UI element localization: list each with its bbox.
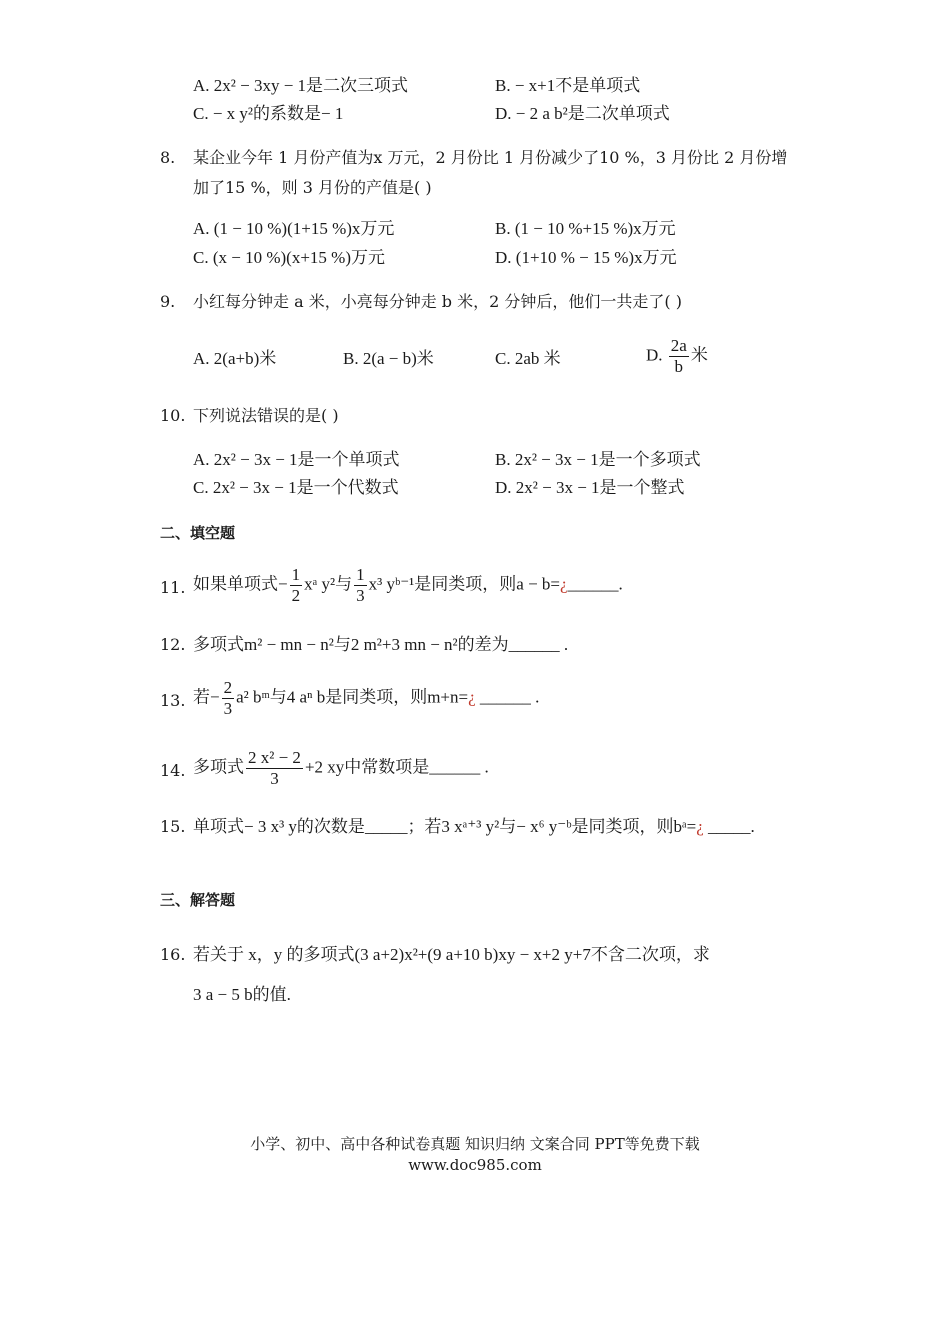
q14-text — [193, 748, 489, 789]
q7-option-b: B. − x+1不是单项式 — [495, 76, 641, 95]
q10-option-c: C. 2x² − 3x − 1是一个代数式 — [193, 478, 399, 497]
q15-number: 15. — [160, 817, 186, 836]
q13-answer-blank: ______ — [479, 687, 531, 707]
q11-fraction-1-den: 2 — [291, 586, 301, 605]
q12-answer-blank: ______ — [508, 635, 560, 654]
q13-mid: a² bᵐ与4 aⁿ b是同类项，则m+n= — [236, 687, 469, 707]
q7-option-c: C. − x y²的系数是− 1 — [193, 104, 344, 123]
q9-number: 9. — [160, 292, 176, 311]
q13-fraction-num: 2 — [223, 678, 233, 697]
q8-text-line1: 某企业今年 1 月份产值为x 万元，2 月份比 1 月份减少了10 %，3 月份比 2 月份增 — [193, 148, 788, 167]
q11-fraction-1 — [290, 565, 303, 606]
q8-number: 8. — [160, 148, 176, 167]
q10-number: 10. — [160, 406, 186, 425]
q10-option-b: B. 2x² − 3x − 1是一个多项式 — [495, 450, 701, 469]
q9-text: 小红每分钟走 a 米，小亮每分钟走 b 米，2 分钟后，他们一共走了( ) — [193, 292, 682, 311]
q9-option-b: B. 2(a − b)米 — [343, 349, 434, 368]
q9-option-d-fraction — [669, 336, 689, 377]
q12-number: 12. — [160, 635, 186, 654]
q14-answer-blank: ______ — [429, 757, 481, 777]
q13-end: . — [535, 687, 540, 707]
q15-part2: ；若3 xᵃ⁺³ y²与− x⁶ y⁻ᵇ是同类项，则bᵃ= — [407, 817, 697, 836]
q12-text — [193, 634, 568, 656]
q11-end: . — [618, 574, 623, 594]
q13-pre: 若− — [193, 687, 220, 707]
q13-inverted-question-mark: ¿ — [468, 687, 476, 707]
footer-ad-text: 小学、初中、高中各种试卷真题 知识归纳 文案合同 PPT等免费下载 — [250, 1135, 700, 1153]
q11-answer-blank: ______ — [567, 574, 619, 594]
q9-option-d-unit: 米 — [690, 345, 708, 365]
q14-pre: 多项式 — [193, 757, 244, 777]
q11-fraction-1-num: 1 — [291, 565, 301, 584]
q9-option-a: A. 2(a+b)米 — [193, 349, 277, 368]
q16-number: 16. — [160, 945, 186, 964]
q15-answer-blank-2: _____ — [708, 817, 751, 836]
q9-option-d — [646, 336, 708, 377]
q9-option-d-denominator: b — [674, 357, 684, 376]
q13-fraction — [222, 678, 235, 719]
q14-fraction — [246, 748, 303, 789]
section-answer-title: 三、解答题 — [160, 891, 236, 909]
q15-end: . — [750, 817, 755, 836]
q8-option-b: B. (1 − 10 %+15 %)x万元 — [495, 219, 676, 238]
q12-end: . — [563, 635, 569, 654]
q12-body: 多项式m² − mn − n²与2 m²+3 mn − n²的差为 — [193, 635, 509, 654]
q9-option-d-numerator: 2a — [670, 336, 687, 355]
q11-mid2: x³ yᵇ⁻¹是同类项，则a − b= — [368, 574, 560, 594]
q13-number: 13. — [160, 691, 186, 710]
q14-end: . — [484, 757, 489, 777]
q7-option-d: D. − 2 a b²是二次单项式 — [495, 104, 670, 123]
q7-option-a: A. 2x² − 3xy − 1是二次三项式 — [193, 76, 409, 95]
q15-part1: 单项式− 3 x³ y的次数是 — [193, 817, 365, 836]
q10-option-a: A. 2x² − 3x − 1是一个单项式 — [193, 450, 400, 469]
q8-text-line2: 加了15 %，则 3 月份的产值是( ) — [193, 178, 432, 197]
q8-option-a: A. (1 − 10 %)(1+15 %)x万元 — [193, 219, 395, 238]
q13-text — [193, 678, 539, 719]
q15-text — [193, 816, 755, 838]
q10-text: 下列说法错误的是( ) — [193, 406, 339, 425]
q11-number: 11. — [160, 578, 186, 597]
q14-fraction-den: 3 — [270, 769, 279, 788]
q8-option-d: D. (1+10 % − 15 %)x万元 — [495, 248, 677, 267]
q9-option-c: C. 2ab 米 — [495, 349, 561, 368]
q13-fraction-den: 3 — [223, 699, 233, 718]
q11-pre: 如果单项式− — [193, 574, 288, 594]
q16-line1: 若关于 x，y 的多项式(3 a+2)x²+(9 a+10 b)xy − x+2 y+7不含二次项，求 — [193, 945, 710, 964]
q11-fraction-2 — [354, 565, 367, 606]
q11-mid1: xᵃ y²与 — [304, 574, 353, 594]
section-fill-in-title: 二、填空题 — [160, 524, 236, 542]
q10-option-d: D. 2x² − 3x − 1是一个整式 — [495, 478, 685, 497]
q11-text — [193, 565, 623, 606]
q14-number: 14. — [160, 761, 186, 780]
q8-option-c: C. (x − 10 %)(x+15 %)万元 — [193, 248, 385, 267]
q11-fraction-2-num: 1 — [356, 565, 365, 584]
q14-fraction-num: 2 x² − 2 — [248, 748, 301, 767]
footer-website-link[interactable]: www.doc985.com — [408, 1156, 542, 1174]
q15-inverted-question-mark: ¿ — [696, 817, 704, 836]
q11-fraction-2-den: 3 — [356, 586, 365, 605]
q11-inverted-question-mark: ¿ — [560, 574, 568, 594]
q9-option-d-label: D. — [646, 345, 663, 365]
q15-answer-blank-1: _____ — [364, 817, 408, 836]
q14-mid: +2 xy中常数项是 — [304, 757, 430, 777]
q16-line2: 3 a − 5 b的值. — [193, 985, 291, 1004]
